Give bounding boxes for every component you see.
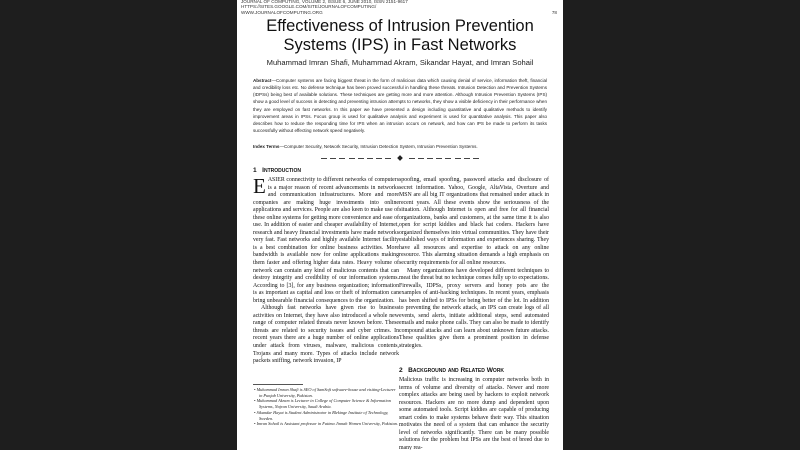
footnote: • Imran Sohail is Assistant professor in Fatima Jinnah Women University, Pakistan. <box>254 421 398 427</box>
dropcap: E <box>253 174 266 198</box>
paper-title: Effectiveness of Intrusion Prevention Systems (IPS) in Fast Networks <box>266 17 534 54</box>
background-paragraph-1: Malicious traffic is increasing in computer networks both in terms of volume and diversity of attacks. Newer and more complex attacks are being used by hackers to exploit network resources. Hackers are no more dump and dependent upon some automated tools. Script kiddies are capable of producing smart codes to make systems behave their way. This situation motivates the need of a system that can enhance the security level of networks significantly. There can be many possible solutions for the problem but IPSs are the best of breed due to many rea- <box>399 377 549 450</box>
paper-page <box>237 0 563 450</box>
footnote: • Muhammad Imran Shafi is SEO of SamSoft software-house and visiting-Lecturer in Punjab University, Pakistan. <box>254 387 396 398</box>
section-2-number: 2 <box>399 367 403 374</box>
journal-url-1: HTTPS://SITES.GOOGLE.COM/SITE/JOURNALOFCOMPUTING/ <box>241 4 377 10</box>
footnote: • Sikandar Hayat is Student Administrator in Blekinge Institute of Technology, Sweden. <box>254 409 389 421</box>
section-2-heading <box>399 367 504 375</box>
index-terms-label: Index Terms <box>253 144 280 149</box>
column-left <box>253 174 399 366</box>
abstract <box>253 77 547 134</box>
divider-diamond-icon <box>397 155 403 161</box>
section-2-title: Background and Related Work <box>408 367 505 374</box>
intro-paragraph-4: Many organizations have developed different techniques to meat the threat but no technique comes fully up to expectations. Firewalls, IDPSs, proxy servers and honey pots are the examples of anti-hacking techniques. In recent years, emphasis has been shifted to IPSs for being better of the lot. In addition to preventing the network attack, an IPS can create logs of all events, send alerts, initiate additional steps, send automated emails and make phone calls. They can also be made to identify compound attacks and can learn about unknown future attacks. These qualities give them a prominent position in defense strategies. <box>399 267 549 350</box>
abstract-label: Abstract <box>253 78 272 83</box>
section-divider <box>297 154 503 162</box>
abstract-text: —Computer systems are facing biggest threat in the form of malicious data which causing denial of service, information theft, financial and credibility loss etc. No defense technique has been proved successful in handling these threats. Intrusion Detection and Prevention Systems (IDPSs) being best of available solutions. These techniques are getting more and more attention. Although Intrusion Prevention Systems (IPS) show a good level of success in detecting and preventing intrusion attempts to networks, they show a visible deficiency in their performance when they are employed on fast networks. In this paper we have presented a design including quantitative and qualitative methods to identify improvement areas in IPSs. Focus group is used for qualitative analysis and experiment is used for quantitative analysis. This paper also describes how to reduce the responding time for IPS when an intrusion occurs on network, and how can IPS be made to perform its tasks successfully without effecting network speed negatively. <box>253 78 547 134</box>
journal-line: JOURNAL OF COMPUTING, VOLUME 2, ISSUE 6, JUNE 2010, ISSN 2151-9617 <box>241 0 408 4</box>
column-right-lower <box>399 377 549 450</box>
intro-paragraph-1: EASIER connectivity to different networks of computers is a major reason of recent advancements in networks and communication infrastructures. More and more companies are making huge investments into online applications and services. People are also keen to make use of these online systems for getting more convenience and ease of use. In addition of easier and cheaper availability of Internet, research and heavy financial investments have made networks very fast. Fast networks and highly available Internet facility is a best combination for online business activities. More bandwidth is available now for online applications making them faster and offering higher data rates. Heavy volume of network can contain any kind of malicious contents that can destroy integrity and credibility of our information systems. According to [3], for any business organization; information is as important as capital and loss or theft of information can bring unbearable financial consequences to the organization. <box>253 174 399 304</box>
index-terms-text: —Computer Security, Network Security, Intrusion Detection System, Intrusion Prevention Systems. <box>279 144 478 149</box>
paper-authors: Muhammad Imran Shafi, Muhammad Akram, Sikandar Hayat, and Imran Sohail <box>266 58 534 67</box>
intro-paragraph-3: spoofing, email spoofing, password attacks and disclosure of secret information. Yahoo, Google, AltaVista, Overture and MSN are all big IT organizations that remained under attack in recent years. All these events show the seriousness of the situation. Although Internet is open and free for all financial organizations, banks and customers, at the same time it is also open for script kiddies and black hat coders. Hackers have organized themselves into virtual communities. They have their established ways of information and experiences sharing. They have all resources and expertise to attack on any online resource. This alarming situation demands a high emphasis on security requirements for all online resources. <box>399 177 549 267</box>
journal-url-2: WWW.JOURNALOFCOMPUTING.ORG <box>241 9 323 15</box>
footnotes <box>253 387 399 427</box>
page-number: 78 <box>551 10 557 15</box>
journal-header <box>241 0 408 15</box>
section-1-title: Introduction <box>262 167 301 174</box>
footnote: • Muhammad Akram is Lecturer in College of Computer Science & Information Systems, Najran University, Saudi Arabia. <box>254 398 391 410</box>
column-right <box>399 177 549 351</box>
section-1-number: 1 <box>253 167 257 174</box>
intro-paragraph-2: Although fast networks have given rise to business activities on Internet, they have also introduced a whole new range of computer related threats never known before. These threats are related to security issues and cyber crimes. In recent years there are a huge number of online applications under attack from viruses, malware, malicious contents, Trojans and many more. Types of attacks include network packets sniffing, network invasion, IP <box>253 305 399 365</box>
index-terms <box>253 144 547 150</box>
footnote-rule <box>253 384 303 385</box>
